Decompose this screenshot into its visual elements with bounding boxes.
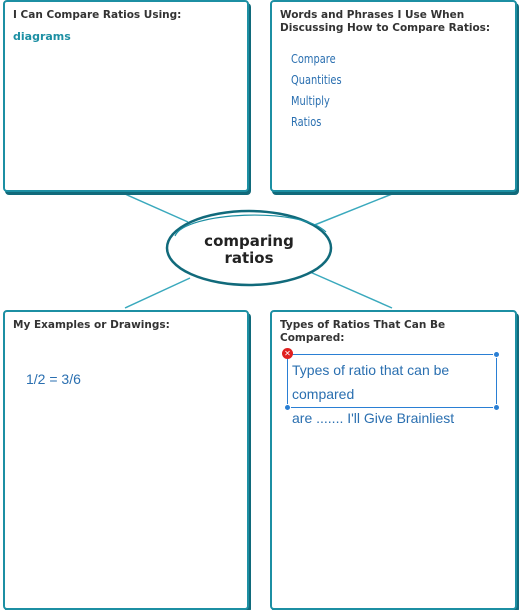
center-title-line2: ratios (224, 249, 274, 267)
compare-using-title: I Can Compare Ratios Using: (13, 9, 182, 21)
examples-title: My Examples or Drawings: (13, 319, 170, 331)
compare-using-panel (3, 0, 249, 192)
word-item: Ratios (291, 115, 322, 129)
compare-using-answer[interactable]: diagrams (13, 30, 71, 43)
word-item: Quantities (291, 73, 342, 87)
words-phrases-title: Words and Phrases I Use When Discussing How to Compare Ratios: (280, 9, 491, 34)
center-title-line1: comparing (204, 232, 294, 250)
resize-handle-bottom-right[interactable] (493, 404, 500, 411)
types-panel (270, 310, 517, 610)
words-list[interactable] (291, 49, 353, 133)
types-answer-line1: Types of ratio that can be compared (292, 362, 450, 402)
resize-handle-bottom-left[interactable] (284, 404, 291, 411)
types-answer-line2: are ....... I'll Give Brainliest (292, 410, 455, 426)
examples-panel (3, 310, 249, 610)
word-item: Compare (291, 52, 336, 66)
close-icon[interactable]: ✕ (282, 348, 293, 359)
word-item: Multiply (291, 94, 330, 108)
types-title: Types of Ratios That Can Be Compared: (280, 319, 446, 344)
center-title (186, 233, 312, 267)
example-text[interactable]: 1/2 = 3/6 (26, 371, 81, 387)
words-phrases-panel (270, 0, 517, 192)
resize-handle-top-right[interactable] (493, 351, 500, 358)
types-answer-textbox[interactable] (284, 349, 497, 426)
